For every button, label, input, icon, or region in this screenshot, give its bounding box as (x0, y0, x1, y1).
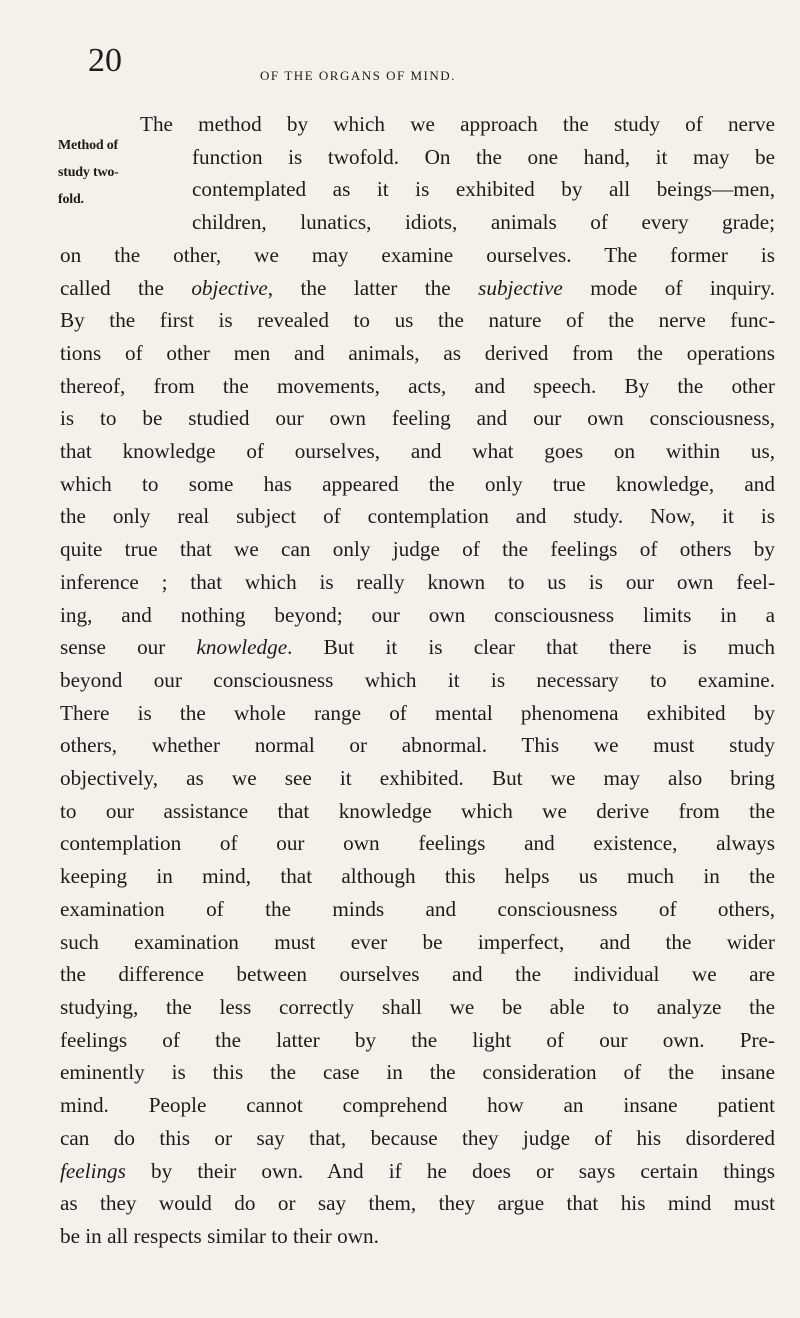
text-run: is to be studied our own feeling and our own consciousness, (60, 406, 775, 431)
text-run: contemplated as it is exhibited by all beings—men, (192, 177, 775, 202)
text-run: the difference between ourselves and the individual we are (60, 962, 775, 987)
text-line (60, 762, 775, 795)
text-line (60, 1089, 775, 1122)
body-text (60, 108, 775, 1253)
text-run: quite true that we can only judge of the feelings of others by (60, 537, 775, 562)
text-run: keeping in mind, that although this helps us much in the (60, 864, 775, 889)
text-line (60, 370, 775, 403)
text-line (60, 304, 775, 337)
text-run: mind. People cannot comprehend how an insane patient (60, 1093, 775, 1118)
text-line (60, 468, 775, 501)
italic-term: objective (191, 275, 268, 300)
text-run: feelings of the latter by the light of our own. Pre- (60, 1027, 775, 1052)
text-run: children, lunatics, idiots, animals of every grade; (192, 210, 775, 235)
text-run: There is the whole range of mental phenomena exhibited by (60, 700, 775, 725)
text-run: on the other, we may examine ourselves. The former is (60, 242, 775, 267)
text-line (60, 860, 775, 893)
text-line (60, 1220, 775, 1253)
text-line (60, 958, 775, 991)
text-line (60, 729, 775, 762)
text-line (60, 991, 775, 1024)
text-run: as they would do or say them, they argue that his mind must (60, 1191, 775, 1216)
text-run: thereof, from the movements, acts, and speech. By the other (60, 373, 775, 398)
text-run: function is twofold. On the one hand, it may be (192, 144, 775, 169)
text-line (60, 500, 775, 533)
text-line (60, 272, 775, 305)
italic-term: knowledge (196, 635, 288, 660)
text-run: ing, and nothing beyond; our own consciousness limits in a (60, 602, 775, 627)
text-run: By the first is revealed to us the nature of the nerve func- (60, 308, 775, 333)
text-run: objectively, as we see it exhibited. But we may also bring (60, 766, 775, 791)
text-run: eminently is this the case in the consideration of the insane (60, 1060, 775, 1085)
text-run: mode of inquiry. (562, 275, 775, 300)
text-line (60, 599, 775, 632)
text-run: can do this or say that, because they judge of his disordered (60, 1125, 775, 1150)
text-line (60, 435, 775, 468)
text-line (60, 1155, 775, 1188)
text-run: such examination must ever be imperfect, and the wider (60, 929, 775, 954)
text-line (60, 141, 775, 174)
text-run: called the (60, 275, 192, 300)
text-line (60, 1187, 775, 1220)
text-run: studying, the less correctly shall we be able to analyze the (60, 994, 775, 1019)
running-head: of the organs of mind. (260, 64, 456, 85)
text-line (60, 926, 775, 959)
text-run: by their own. And if he does or says certain things (125, 1158, 775, 1183)
text-line (60, 402, 775, 435)
text-run: inference ; that which is really known to us is our own feel- (60, 569, 775, 594)
text-run: The method by which we approach the study of nerve (140, 112, 775, 136)
text-line (60, 795, 775, 828)
text-line (60, 1056, 775, 1089)
text-run: examination of the minds and consciousness of others, (60, 896, 775, 921)
text-run: which to some has appeared the only true knowledge, and (60, 471, 775, 496)
text-line (60, 533, 775, 566)
text-line (60, 664, 775, 697)
text-line (60, 173, 775, 206)
text-run: . But it is clear that there is much (287, 635, 775, 660)
text-run: others, whether normal or abnormal. This we must study (60, 733, 775, 758)
text-line (60, 108, 775, 141)
text-line (60, 239, 775, 272)
text-run: that knowledge of ourselves, and what goes on within us, (60, 439, 775, 464)
text-run: contemplation of our own feelings and existence, always (60, 831, 775, 856)
text-line (60, 1024, 775, 1057)
text-line (60, 566, 775, 599)
text-line (60, 697, 775, 730)
text-line (60, 631, 775, 664)
italic-term: feelings (60, 1158, 126, 1183)
italic-term: subjective (478, 275, 563, 300)
text-run: tions of other men and animals, as derived from the operations (60, 340, 775, 365)
text-run: sense our (60, 635, 197, 660)
text-line (60, 893, 775, 926)
text-run: the only real subject of contemplation and study. Now, it is (60, 504, 775, 529)
page-number: 20 (88, 42, 122, 79)
text-line (60, 337, 775, 370)
text-line (60, 1122, 775, 1155)
side-note: Method of study two-fold. (58, 138, 119, 207)
text-run: , the latter the (267, 275, 479, 300)
text-run: be in all respects similar to their own. (60, 1223, 379, 1248)
text-run: beyond our consciousness which it is necessary to examine. (60, 667, 775, 692)
text-run: to our assistance that knowledge which we derive from the (60, 798, 775, 823)
text-line (60, 206, 775, 239)
text-line (60, 827, 775, 860)
